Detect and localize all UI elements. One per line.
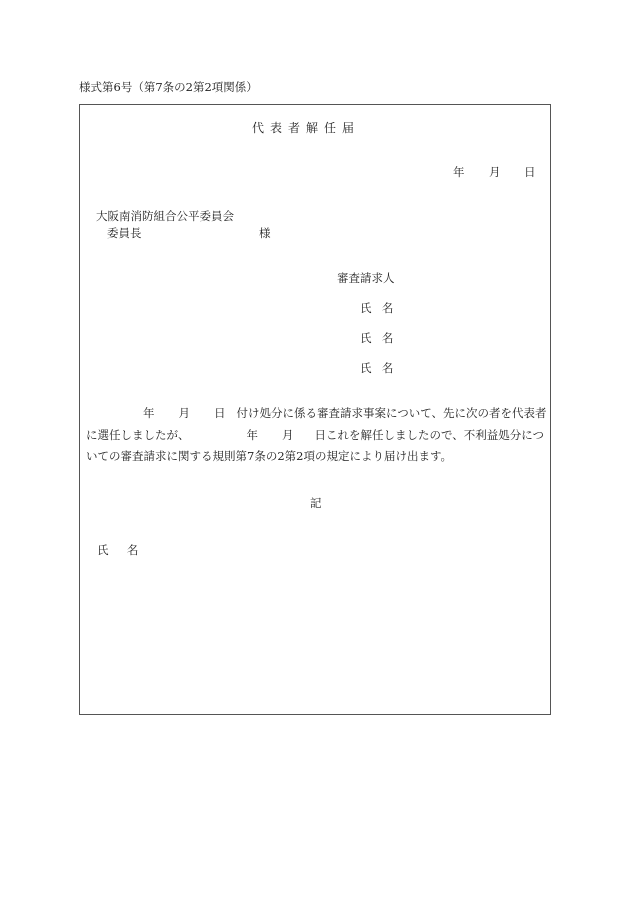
applicant-name-label: 氏名 <box>360 331 404 345</box>
applicant-name-label: 氏名 <box>360 361 404 375</box>
body-month: 月 <box>178 406 190 420</box>
applicant-name-label: 氏名 <box>360 301 404 315</box>
addressee-organization: 大阪南消防組合公平委員会 <box>96 209 234 223</box>
applicant-heading: 審査請求人 <box>337 271 395 285</box>
body-line-1 <box>86 408 547 420</box>
body-year: 年 <box>246 428 258 442</box>
date-month-label: 月 <box>489 165 501 179</box>
addressee-honorific: 様 <box>259 226 271 240</box>
body-line-2 <box>86 430 544 442</box>
body-text: 付け処分に係る審査請求事案について、先に次の者を代表者 <box>236 406 547 420</box>
addressee-chair: 委員長 <box>107 226 142 240</box>
body-day: 日 <box>214 406 226 420</box>
body-text: 日これを解任しましたので、不利益処分につ <box>314 428 545 442</box>
body-month: 月 <box>282 428 294 442</box>
representative-name-label: 氏名 <box>97 543 157 557</box>
form-number: 様式第6号（第7条の2第2項関係） <box>79 80 258 94</box>
ki-heading: 記 <box>310 496 322 510</box>
body-line-3: いての審査請求に関する規則第7条の2第2項の規定により届け出ます。 <box>86 449 453 463</box>
body-year: 年 <box>143 406 155 420</box>
body-text: に選任しましたが、 <box>86 428 190 442</box>
document-title: 代表者解任届 <box>252 121 361 135</box>
date-day-label: 日 <box>524 165 536 179</box>
date-year-label: 年 <box>453 165 465 179</box>
